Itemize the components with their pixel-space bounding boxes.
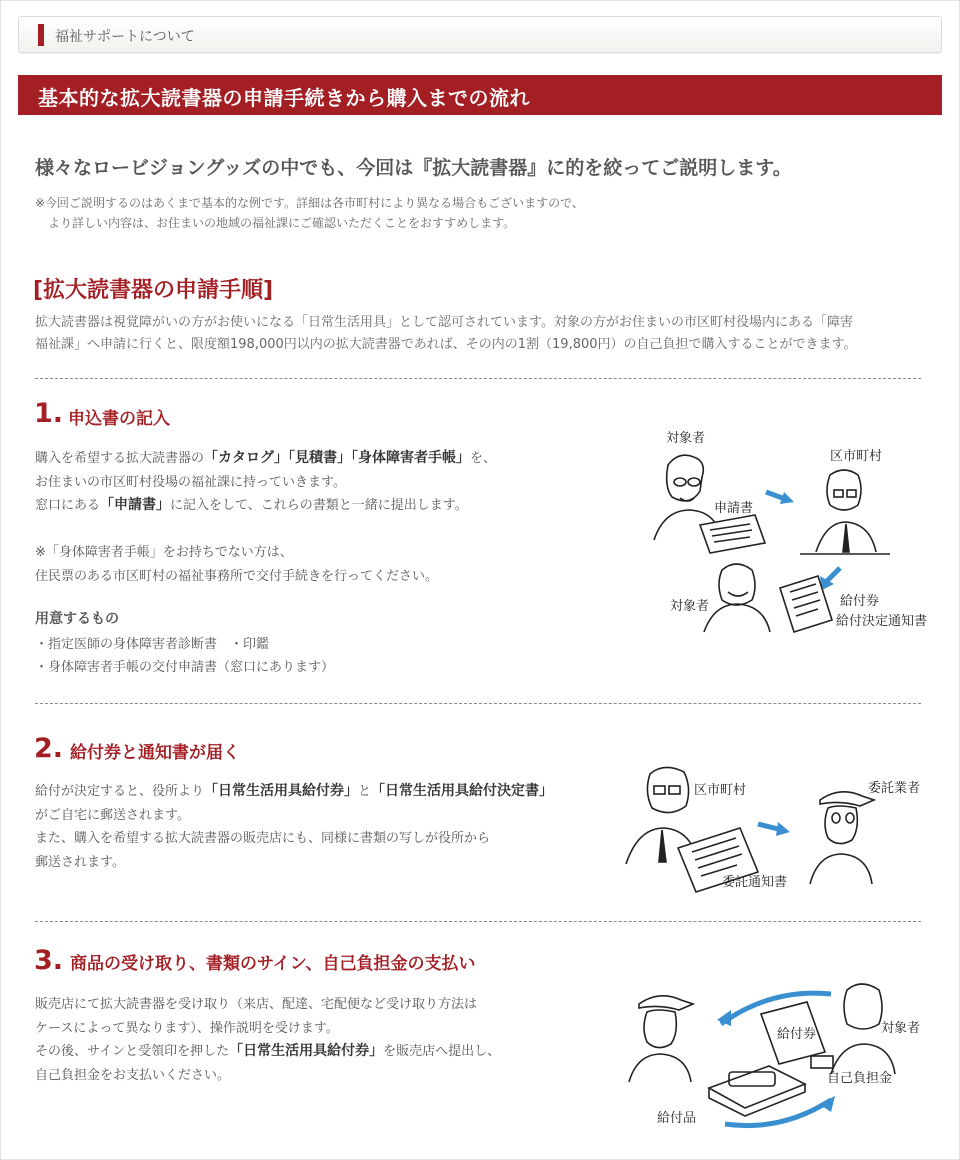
illus-label: 自己負担金 [827, 1071, 893, 1086]
illus-label: 区市町村 [830, 449, 883, 464]
step-2-line-3: また、購入を希望する拡大読書器の販売店にも、同様に書類の写しが役所から [35, 831, 491, 846]
divider [35, 921, 921, 922]
step-2-number: 2. [34, 733, 64, 764]
prep-item-1: ・指定医師の身体障害者診断書 ・印鑑 [35, 637, 270, 652]
divider [35, 703, 921, 704]
page-title-band [18, 75, 942, 115]
illus-label: 対象者 [670, 599, 710, 614]
step-3-number: 3. [34, 945, 64, 976]
illus-label: 申請書 [714, 501, 754, 516]
section-heading: [拡大読書器の申請手順] [33, 278, 274, 303]
step-1-note-1: ※「身体障害者手帳」をお持ちでない方は、 [35, 545, 293, 560]
step-1-title: 申込書の記入 [68, 409, 170, 429]
lead-text: 様々なロービジョングッズの中でも、今回は『拡大読書器』に的を絞ってご説明します。 [35, 157, 792, 179]
divider [35, 378, 921, 379]
illus-label: 区市町村 [694, 783, 747, 798]
step-1-number: 1. [34, 398, 64, 429]
breadcrumb [18, 16, 942, 53]
note-line-1: ※今回ご説明するのはあくまで基本的な例です。詳細は各市町村により異なる場合もございますので、 [35, 196, 584, 210]
breadcrumb-label: 福祉サポートについて [55, 29, 195, 45]
step-3-line-4: 自己負担金をお支払いください。 [35, 1068, 231, 1083]
section-desc-line-2: 福祉課」へ申請に行くと、限度額198,000円以内の拡大読書器であれば、その内の1割（19,800円）の自己負担で購入することができます。 [35, 337, 857, 352]
illus-label: 対象者 [666, 431, 706, 446]
step-2-line-4: 郵送されます。 [35, 855, 125, 870]
illus-label: 対象者 [881, 1021, 921, 1036]
illus-label: 給付券 [777, 1027, 817, 1042]
step-2-illustration [622, 760, 922, 895]
step-1-note-2: 住民票のある市区町村の福祉事務所で交付手続きを行ってください。 [35, 569, 439, 584]
page-title: 基本的な拡大読書器の申請手続きから購入までの流れ [38, 86, 530, 110]
step-2-line-2: がご自宅に郵送されます。 [35, 808, 190, 823]
step-1-line-2: お住まいの市区町村役場の福祉課に持っていきます。 [35, 475, 346, 490]
step-3-title: 商品の受け取り、書類のサイン、自己負担金の支払い [70, 954, 476, 974]
step-3-illustration [625, 970, 925, 1130]
step-1-line-1: 購入を希望する拡大読書器の「カタログ」「見積書」「身体障害者手帳」を、 [35, 450, 497, 466]
prep-item-2: ・身体障害者手帳の交付申請書（窓口にあります） [35, 660, 335, 675]
step-2-line-1: 給付が決定すると、役所より「日常生活用具給付券」と「日常生活用具給付決定書」 [35, 783, 554, 799]
step-1-illustration [640, 420, 930, 640]
vendor-person-icon [629, 996, 693, 1082]
section-desc-line-1: 拡大読書器は視覚障がいの方がお使いになる「日常生活用具」として認可されています。対象の方がお住まいの市区町村役場内にある「障害 [35, 315, 853, 330]
reading-device-icon [709, 1066, 805, 1116]
illus-label: 委託業者 [868, 781, 921, 796]
step-2-title: 給付券と通知書が届く [70, 743, 240, 763]
step-3-line-2: ケースによって異なります）、操作説明を受けます。 [35, 1021, 339, 1036]
breadcrumb-marker [38, 24, 44, 46]
prep-heading: 用意するもの [35, 611, 119, 627]
illus-label: 給付決定通知書 [836, 614, 928, 629]
vendor-person-icon [810, 792, 874, 884]
illus-label: 給付品 [657, 1111, 697, 1126]
illus-label: 給付券 [840, 594, 880, 609]
step-3-line-1: 販売店にて拡大読書器を受け取り（来店、配達、宅配便など受け取り方法は [35, 997, 478, 1012]
note-line-2: より詳しい内容は、お住まいの地域の福祉課にご確認いただくことをおすすめします。 [48, 216, 516, 230]
step-1-line-3: 窓口にある「申請書」に記入をして、これらの書類と一緒に提出します。 [35, 497, 468, 513]
office-worker-icon [800, 470, 890, 554]
step-3-line-3: その後、サインと受領印を押した「日常生活用具給付券」を販売店へ提出し、 [35, 1043, 501, 1059]
illus-label: 委託通知書 [722, 875, 788, 890]
person-icon [704, 564, 770, 632]
